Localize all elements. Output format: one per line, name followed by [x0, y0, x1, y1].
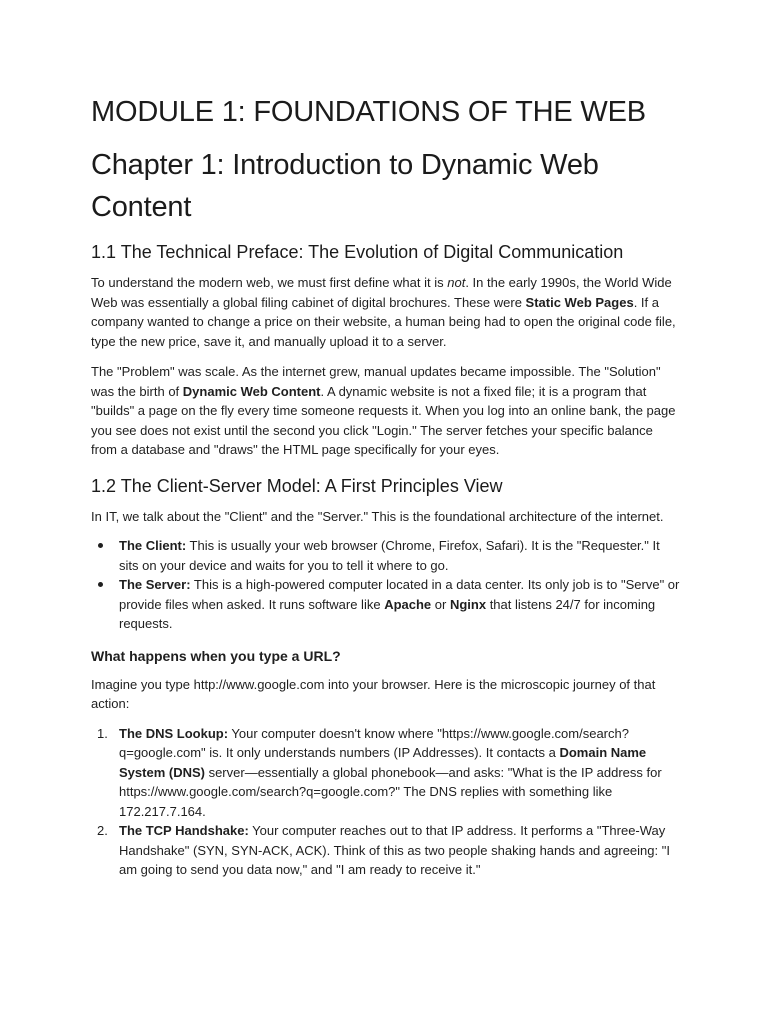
text-run: . In the early 1990s, the World Wide Web was essentially a global filing cabinet of digital brochures. These were: [91, 275, 672, 310]
url-subheading: What happens when you type a URL?: [91, 647, 341, 664]
text-run: The "Problem" was scale. As the internet grew, manual updates became impossible. The "Solution" was the birth of: [91, 364, 661, 399]
bold-apache: Apache: [384, 596, 432, 612]
bold-dns: Domain Name System (DNS): [119, 745, 647, 780]
step-text: Your computer reaches out to that IP address. It performs a "Three-Way Handshake" (SYN, SYN-ACK, ACK). Think of this as two people shaking hands and agreeing: "I am going to send you data now," and "I am ready to receive it.": [119, 823, 670, 877]
bullet-label: The Client:: [119, 538, 187, 553]
list-item-tcp-handshake: [91, 821, 681, 880]
text-run: To understand the modern web, we must first define what it is: [91, 275, 448, 290]
step-text: server—essentially a global phonebook—and asks: "What is the IP address for https://www.google.com/search?q=google.com?" The DNS replies with something like 172.217.7.164.: [119, 764, 662, 819]
chapter-title: Chapter 1: Introduction to Dynamic Web Content: [91, 149, 599, 223]
step-label: The DNS Lookup:: [119, 725, 229, 741]
client-server-list: [91, 536, 681, 634]
step-text: Your computer doesn't know where "https://www.google.com/search?q=google.com" is. It only understands numbers (IP Addresses). It contacts a: [119, 725, 629, 760]
bold-static-web-pages: Static Web Pages: [525, 294, 634, 310]
bullet-text: or: [431, 596, 450, 612]
list-item-client: [91, 536, 681, 575]
step-number: 1.: [97, 725, 108, 741]
bold-dynamic-web-content: Dynamic Web Content: [182, 383, 321, 399]
url-journey-steps: [91, 724, 681, 880]
step-number: 2.: [97, 823, 108, 838]
section-2-intro: In IT, we talk about the "Client" and the "Server." This is the foundational architecture of the internet.: [91, 508, 664, 524]
bullet-text: that listens 24/7 for incoming requests.: [119, 596, 656, 631]
bullet-text: This is a high-powered computer located in a data center. Its only job is to "Serve" or provide files when asked. It runs software like: [119, 577, 680, 612]
section-1-heading: 1.1 The Technical Preface: The Evolution of Digital Communication: [91, 242, 624, 262]
url-intro: Imagine you type http://www.google.com into your browser. Here is the microscopic journey of that action:: [91, 676, 656, 711]
bullet-text: This is usually your web browser (Chrome, Firefox, Safari). It is the "Requester." It sits on your device and waits for you to tell it where to go.: [119, 538, 660, 573]
step-label: The TCP Handshake:: [119, 823, 249, 838]
bullet-label: The Server:: [119, 577, 191, 592]
section-1-paragraph-2: [91, 362, 681, 460]
list-item-server: [91, 575, 681, 634]
text-run: . If a company wanted to change a price on their website, a human being had to open the original code file, type the new price, save it, and manually upload it to a server.: [91, 294, 676, 349]
section-2-heading: 1.2 The Client-Server Model: A First Principles View: [91, 475, 503, 496]
emphasis-not: not: [447, 275, 466, 290]
bold-nginx: Nginx: [449, 596, 487, 612]
section-1-paragraph-1: [91, 273, 681, 351]
document-content: [91, 92, 681, 880]
module-title: MODULE 1: FOUNDATIONS OF THE WEB: [91, 96, 646, 128]
list-item-dns-lookup: [91, 724, 681, 822]
text-run: . A dynamic website is not a fixed file; it is a program that "builds" a page on the fly every time someone requests it. When you log into an online bank, the page you see does not exist until the second you click "Login." The server fetches your specific balance from a database and "draws" the HTML page specifically for your eyes.: [91, 383, 676, 457]
